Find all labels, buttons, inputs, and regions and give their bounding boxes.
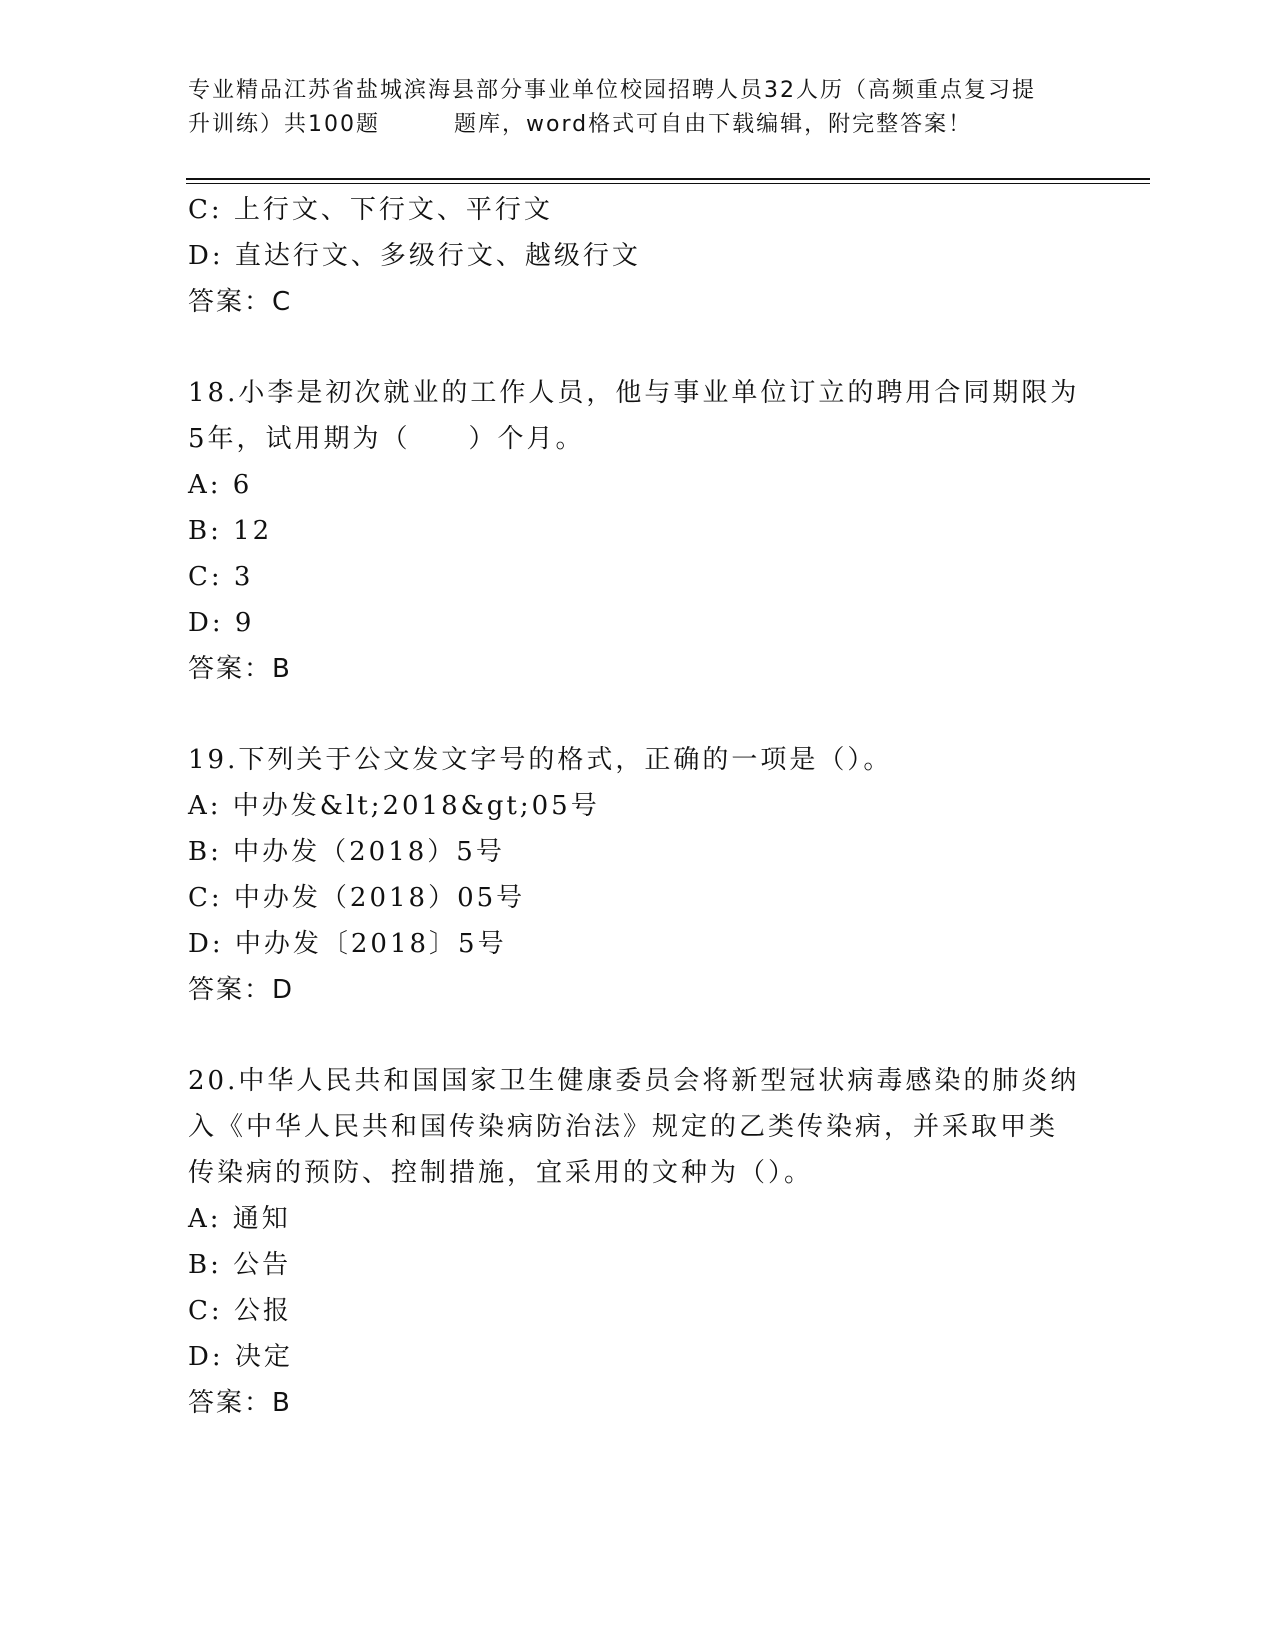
q18-option-a: A: 6 [188, 470, 253, 500]
question-19 [188, 737, 1088, 1013]
header-title-line1: 专业精品江苏省盐城滨海县部分事业单位校园招聘人员32人历（高频重点复习提 [188, 78, 1036, 103]
header-title-line2 [188, 108, 1088, 142]
q20-answer: 答案：B [188, 1388, 292, 1418]
q20-stem-line2: 入《中华人民共和国传染病防治法》规定的乙类传染病，并采取甲类 [188, 1112, 1059, 1142]
header-title-line2-part1: 升训练）共100题 [188, 112, 380, 137]
q19-option-c: C: 中办发（2018）05号 [188, 883, 526, 913]
question-18 [188, 370, 1088, 692]
document-header [188, 74, 1088, 142]
header-title-line2-part2: 题库，word格式可自由下载编辑，附完整答案！ [454, 112, 973, 137]
q20-stem-line3: 传染病的预防、控制措施，宜采用的文种为（）。 [188, 1158, 814, 1188]
q20-option-d: D: 决定 [188, 1342, 293, 1372]
q18-stem-line1: 18.小李是初次就业的工作人员，他与事业单位订立的聘用合同期限为 [188, 378, 1080, 408]
q19-stem-line1: 19.下列关于公文发文字号的格式，正确的一项是（）。 [188, 745, 893, 775]
q20-option-b: B: 公告 [188, 1250, 292, 1280]
q20-option-a: A: 通知 [188, 1204, 291, 1234]
q19-option-d: D: 中办发〔2018〕5号 [188, 929, 507, 959]
header-rule-thick [186, 178, 1150, 180]
q18-stem-line2: 5年，试用期为（ ）个月。 [188, 424, 585, 454]
question-20 [188, 1058, 1088, 1426]
q19-option-b: B: 中办发（2018）5号 [188, 837, 505, 867]
q20-stem-line1: 20.中华人民共和国国家卫生健康委员会将新型冠状病毒感染的肺炎纳 [188, 1066, 1080, 1096]
q17-option-d: D: 直达行文、多级行文、越级行文 [188, 241, 641, 271]
question-content [188, 187, 1088, 1426]
q19-option-a: A: 中办发&lt;2018&gt;05号 [188, 791, 600, 821]
q18-option-b: B: 12 [188, 516, 273, 546]
q18-option-c: C: 3 [188, 562, 254, 592]
q20-option-c: C: 公报 [188, 1296, 292, 1326]
question-17-tail [188, 187, 1088, 325]
q19-answer: 答案：D [188, 975, 295, 1005]
q17-option-c: C: 上行文、下行文、平行文 [188, 195, 553, 225]
q17-answer: 答案：C [188, 287, 293, 317]
q18-answer: 答案：B [188, 654, 292, 684]
header-rule-thin [186, 183, 1150, 184]
q18-option-d: D: 9 [188, 608, 255, 638]
